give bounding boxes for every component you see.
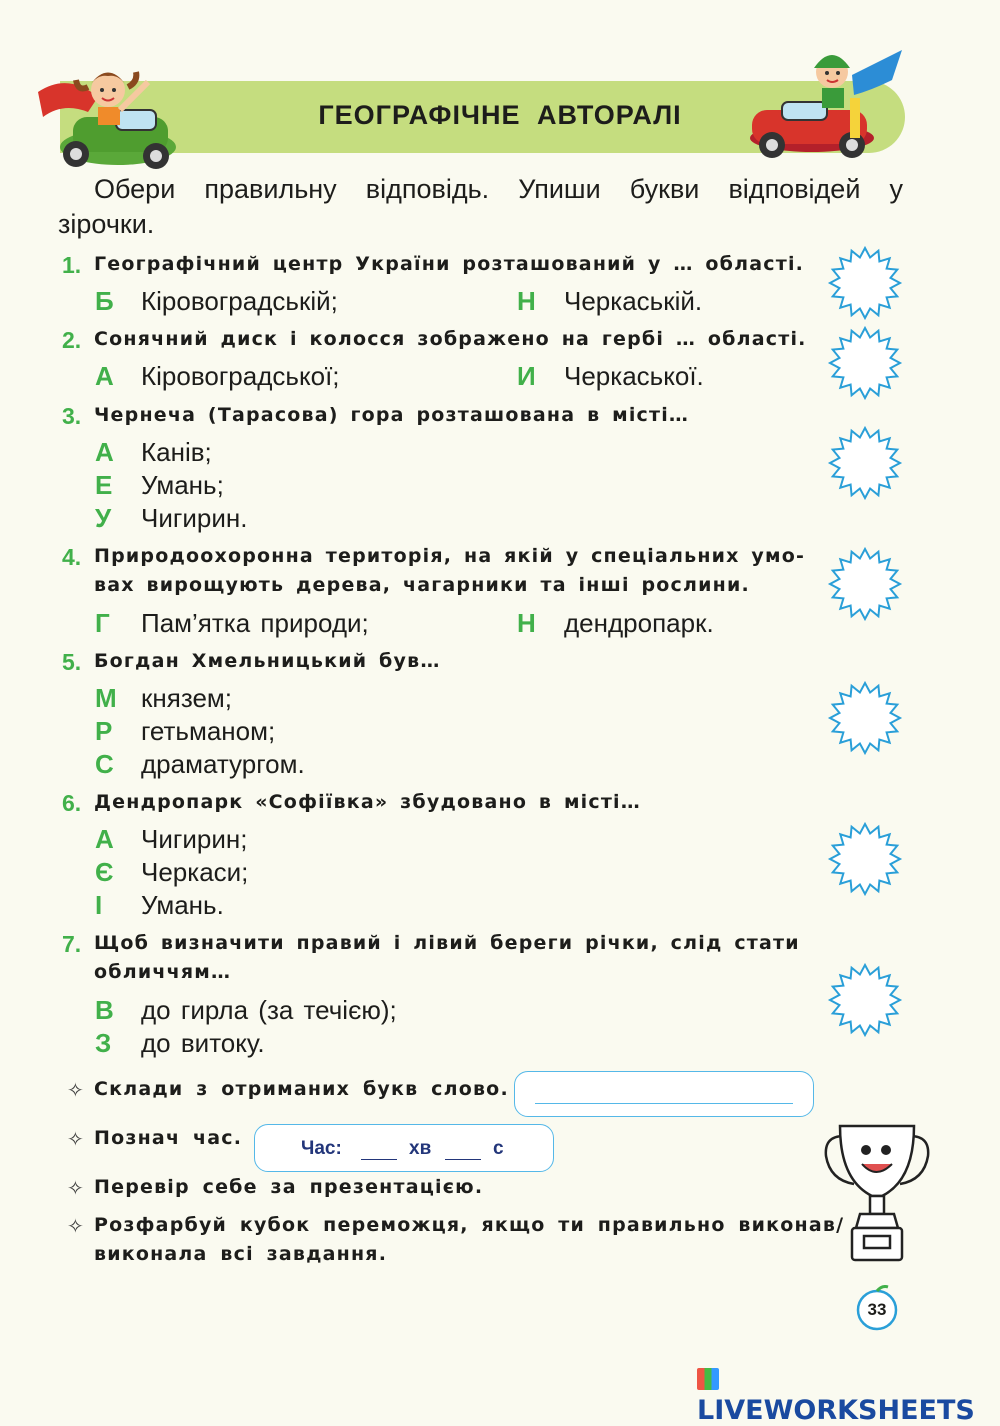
- task-check: Перевір себе за презентацією.: [94, 1176, 484, 1198]
- answer-letter: Р: [95, 716, 113, 746]
- liveworksheets-logo[interactable]: [697, 1364, 1000, 1426]
- sparkle-icon: ✧: [67, 1216, 84, 1238]
- question-text-line: Природоохоронна територія, на якій у спеціальних умо-: [94, 545, 806, 567]
- logo-mark-icon: [697, 1368, 719, 1390]
- question-text-line: обличчям…: [94, 961, 232, 983]
- question-text: Географічний центр України розташований у … області.: [94, 253, 805, 275]
- task-color-line: Розфарбуй кубок переможця, якщо ти правильно виконав/: [94, 1214, 845, 1236]
- answer-text: гетьманом;: [141, 716, 276, 746]
- instructions: Обери правильну відповідь. Упиши букви відповідей у зірочки.: [58, 174, 903, 239]
- question-text: Богдан Хмельницький був…: [94, 650, 441, 672]
- trophy-icon[interactable]: [822, 1118, 932, 1268]
- time-box[interactable]: [254, 1124, 554, 1172]
- answer-text: Кіровоградської;: [141, 361, 340, 391]
- answer-text: князем;: [141, 683, 232, 713]
- answer-letter: А: [95, 437, 114, 467]
- answer-text: Чигирин.: [141, 503, 248, 533]
- answer-text: до гирла (за течією);: [141, 995, 397, 1025]
- answer-letter: И: [517, 361, 536, 391]
- question-number: 6.: [62, 790, 82, 816]
- answer-text: Черкаси;: [141, 857, 249, 887]
- seconds-label: с: [493, 1138, 504, 1159]
- answer-star-6[interactable]: [827, 821, 903, 897]
- answer-letter: С: [95, 749, 114, 779]
- answer-letter: А: [95, 824, 114, 854]
- answer-text: Чигирин;: [141, 824, 248, 854]
- answer-text: до витоку.: [141, 1028, 265, 1058]
- answer-letter: Г: [95, 608, 110, 638]
- answer-letter: З: [95, 1028, 112, 1058]
- question-number: 5.: [62, 649, 82, 675]
- question-number: 2.: [62, 327, 82, 353]
- question-text: Сонячний диск і колосся зображено на гербі … області.: [94, 328, 807, 350]
- answer-text: драматургом.: [141, 749, 305, 779]
- answer-letter: У: [95, 503, 112, 533]
- answer-star-4[interactable]: [827, 546, 903, 622]
- answer-star-7[interactable]: [827, 962, 903, 1038]
- answer-text: дендропарк.: [564, 608, 714, 638]
- logo-text: LIVEWORKSHEETS: [697, 1395, 975, 1426]
- page-number: 33: [867, 1300, 887, 1319]
- answer-letter: Е: [95, 470, 113, 500]
- minutes-blank[interactable]: [361, 1159, 397, 1160]
- sparkle-icon: ✧: [67, 1080, 84, 1102]
- seconds-blank[interactable]: [445, 1159, 481, 1160]
- answer-text: Черкаської.: [564, 361, 704, 391]
- sparkle-icon: ✧: [67, 1129, 84, 1151]
- sparkle-icon: ✧: [67, 1178, 84, 1200]
- question-text-line: вах вирощують дерева, чагарники та інші рослини.: [94, 574, 750, 596]
- boy-car-illustration: [742, 40, 907, 160]
- minutes-label: хв: [409, 1138, 432, 1159]
- word-input[interactable]: [514, 1071, 814, 1117]
- answer-text: Пам’ятка природи;: [141, 608, 369, 638]
- answer-text: Черкаській.: [564, 286, 703, 316]
- answer-star-2[interactable]: [827, 325, 903, 401]
- word-input-line: [535, 1103, 793, 1104]
- task-time: Познач час.: [94, 1127, 243, 1149]
- answer-text: Кіровоградській;: [141, 286, 338, 316]
- girl-car-illustration: [28, 52, 188, 170]
- question-number: 3.: [62, 403, 82, 429]
- answer-text: Умань;: [141, 470, 224, 500]
- answer-letter: Б: [95, 286, 114, 316]
- answer-star-5[interactable]: [827, 680, 903, 756]
- question-text: Чернеча (Тарасова) гора розташована в місті…: [94, 404, 690, 426]
- question-text-line: Щоб визначити правий і лівий береги річки, слід стати: [94, 932, 800, 954]
- answer-letter: А: [95, 361, 114, 391]
- answer-letter: Н: [517, 286, 536, 316]
- page-title: ГЕОГРАФІЧНЕ АВТОРАЛІ: [318, 100, 682, 130]
- answer-letter: І: [95, 890, 103, 920]
- answer-text: Канів;: [141, 437, 212, 467]
- question-number: 1.: [62, 252, 82, 278]
- answer-text: Умань.: [141, 890, 224, 920]
- question-number: 4.: [62, 544, 82, 570]
- answer-star-1[interactable]: [827, 245, 903, 321]
- answer-letter: В: [95, 995, 114, 1025]
- question-number: 7.: [62, 931, 82, 957]
- time-label: Час:: [301, 1138, 342, 1159]
- answer-letter: Н: [517, 608, 536, 638]
- answer-letter: Є: [95, 857, 114, 887]
- task-color-line: виконала всі завдання.: [94, 1243, 388, 1265]
- answer-letter: М: [95, 683, 117, 713]
- answer-star-3[interactable]: [827, 425, 903, 501]
- question-text: Дендропарк «Софіївка» збудовано в місті…: [94, 791, 641, 813]
- task-compose: Склади з отриманих букв слово.: [94, 1078, 509, 1100]
